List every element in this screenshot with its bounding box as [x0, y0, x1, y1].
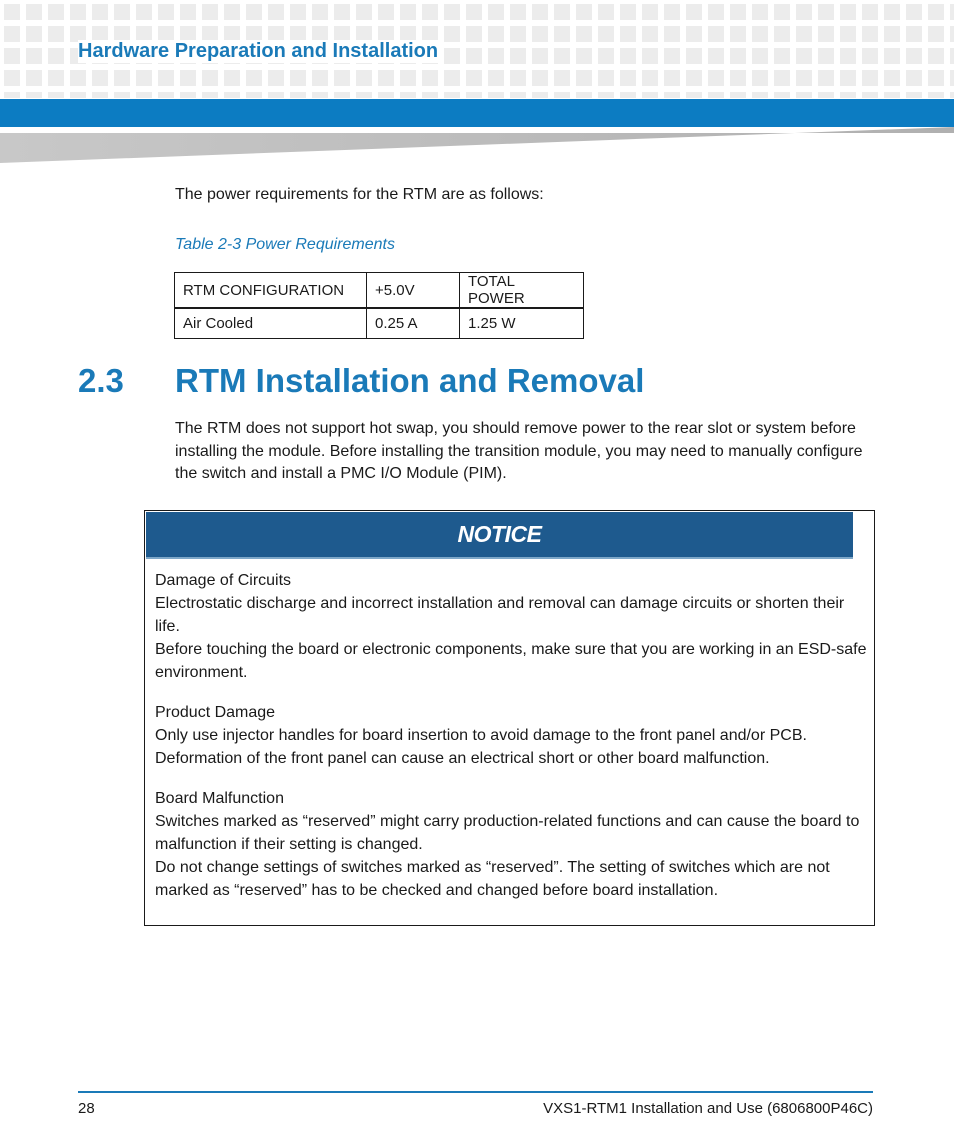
- section-body: The RTM does not support hot swap, you should remove power to the rear slot or system before installing the module. Before installing the transition module, you may need to manually configure the switch and install a PMC I/O Module (PIM).: [175, 420, 863, 482]
- table-header-cell: +5.0V: [367, 273, 460, 309]
- notice-heading: Product Damage: [155, 704, 276, 721]
- table-caption: Table 2-3 Power Requirements: [175, 236, 395, 253]
- notice-line: Only use injector handles for board insertion to avoid damage to the front panel and/or PCB.: [155, 727, 807, 744]
- document-title: VXS1-RTM1 Installation and Use (6806800P46C): [543, 1100, 873, 1117]
- notice-line: Before touching the board or electronic components, make sure that you are working in an ESD-safe environment.: [155, 641, 867, 681]
- table-cell: Air Cooled: [175, 308, 367, 338]
- notice-line: Deformation of the front panel can cause an electrical short or other board malfunction.: [155, 750, 770, 767]
- notice-line: Do not change settings of switches marked as “reserved”. The setting of switches which are not marked as “reserved” has to be checked and changed before board installation.: [155, 859, 830, 899]
- notice-line: Electrostatic discharge and incorrect installation and removal can damage circuits or shorten their life.: [155, 595, 845, 635]
- notice-line: Switches marked as “reserved” might carry production-related functions and can cause the board to malfunction if their setting is changed.: [155, 813, 860, 853]
- table-header-row: [175, 273, 584, 309]
- notice-group-damage-of-circuits: [155, 569, 870, 684]
- table-cell: 1.25 W: [460, 308, 584, 338]
- intro-text: The power requirements for the RTM are as follows:: [175, 186, 544, 203]
- section-title: RTM Installation and Removal: [175, 362, 645, 399]
- table-header-cell: RTM CONFIGURATION: [175, 273, 367, 309]
- page-number: 28: [78, 1100, 95, 1117]
- section-number: 2.3: [78, 362, 124, 399]
- power-requirements-table: [174, 272, 584, 339]
- table-row: [175, 308, 584, 338]
- header-gray-wedge: [0, 127, 954, 163]
- notice-group-board-malfunction: [155, 787, 870, 902]
- table-header-cell: TOTAL POWER: [460, 273, 584, 309]
- notice-group-product-damage: [155, 701, 870, 770]
- notice-label: NOTICE: [146, 512, 853, 559]
- notice-body: [155, 569, 870, 919]
- table-cell: 0.25 A: [367, 308, 460, 338]
- header-title: Hardware Preparation and Installation: [78, 40, 442, 63]
- footer-rule: [78, 1091, 873, 1093]
- notice-heading: Damage of Circuits: [155, 572, 292, 589]
- notice-heading: Board Malfunction: [155, 790, 284, 807]
- notice-box: [144, 510, 875, 926]
- header-blue-bar: [0, 99, 954, 127]
